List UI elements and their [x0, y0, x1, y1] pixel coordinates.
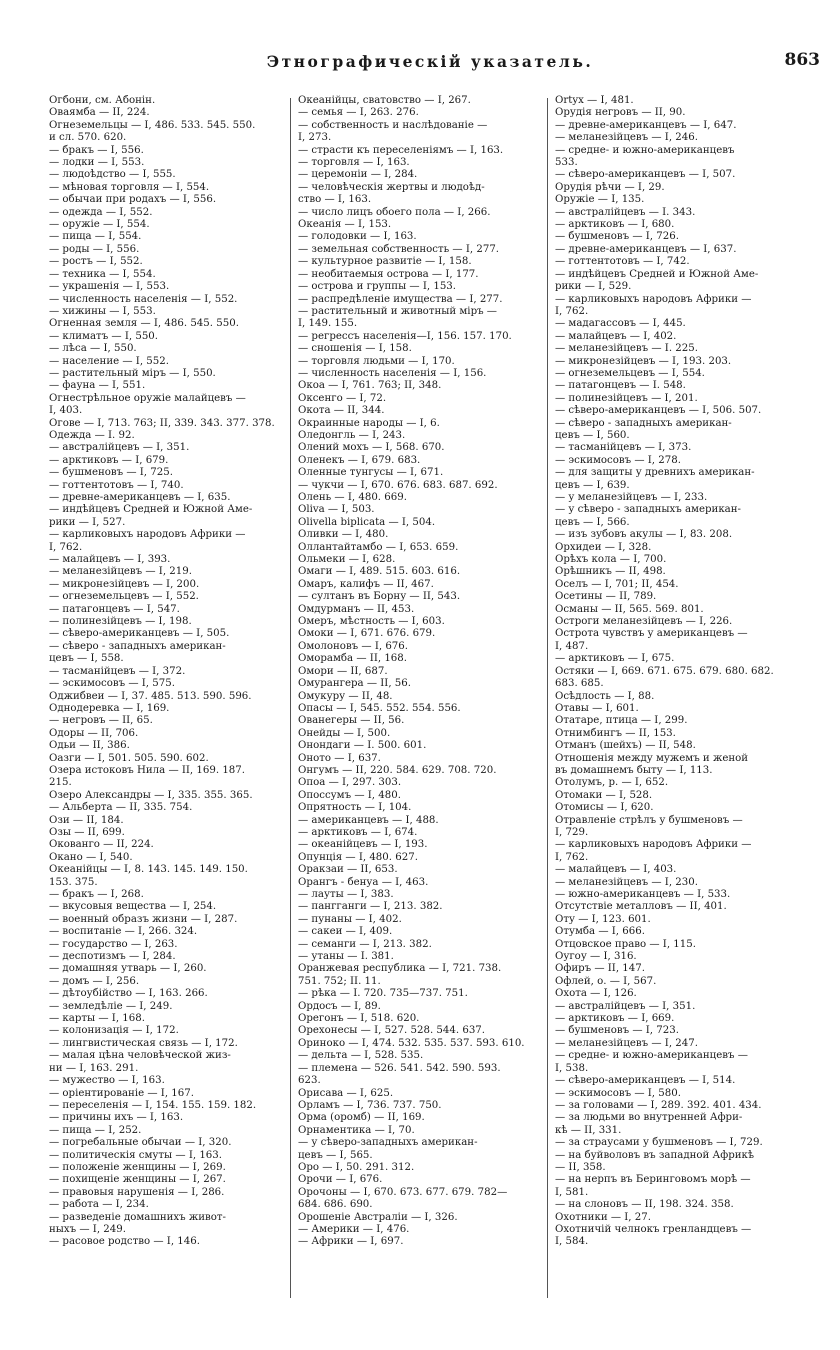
- index-entry: Орочоны — I, 670. 673. 677. 679. 782—: [298, 1186, 508, 1198]
- index-entry: — эскимосовъ — I, 580.: [555, 1087, 681, 1099]
- index-entry: — лѣса — I, 550.: [49, 343, 137, 355]
- index-entry: — племена — 526. 541. 542. 590. 593.: [298, 1062, 501, 1074]
- index-entry: Орехонесы — I, 527. 528. 544. 637.: [298, 1025, 486, 1037]
- index-entry: — изъ зубовъ акулы — I, 83. 208.: [555, 529, 733, 541]
- index-entry: — растительный и животный міръ —: [298, 305, 497, 317]
- index-entry: — церемоніи — I, 284.: [298, 169, 418, 181]
- index-entry: — домашняя утварь — I, 260.: [49, 963, 207, 975]
- index-entry: 684. 686. 690.: [298, 1199, 373, 1211]
- index-entry: — патагонцевъ — I. 548.: [555, 380, 686, 392]
- index-entry: Орангъ - бенуа — I, 463.: [298, 876, 429, 888]
- index-entry: — арктиковъ — I, 674.: [298, 826, 418, 838]
- index-entry: — бракъ — I, 556.: [49, 144, 144, 156]
- index-entry: ство — I, 163.: [298, 194, 372, 206]
- index-entry: Орудія негровъ — II, 90.: [555, 107, 686, 119]
- index-entry: Офлей, о. — I, 567.: [555, 975, 657, 987]
- index-entry: — лодки — I, 553.: [49, 157, 145, 169]
- index-entry: — арктиковъ — I, 679.: [49, 454, 169, 466]
- index-entry: — голодовки — I, 163.: [298, 231, 417, 243]
- index-entry: 683. 685.: [555, 678, 604, 690]
- index-entry: — на слоновъ — II, 198. 324. 358.: [555, 1199, 734, 1211]
- index-entry: Отолумъ, р. — I, 652.: [555, 777, 669, 789]
- index-entry: — мужество — I, 163.: [49, 1075, 165, 1087]
- index-entry: — за страусами у бушменовъ — I, 729.: [555, 1137, 763, 1149]
- index-entry: Опоа — I, 297. 303.: [298, 777, 402, 789]
- index-entry: — расовое родство — I, 146.: [49, 1236, 200, 1248]
- index-entry: Окано — I, 540.: [49, 851, 133, 863]
- index-entry: I, 762.: [555, 851, 589, 863]
- index-column-3: [555, 95, 800, 1330]
- index-entry: I, 538.: [555, 1062, 589, 1074]
- index-entry: — полинезійцевъ — I, 201.: [555, 392, 698, 404]
- index-entry: — средне- и южно-американцевъ: [555, 144, 735, 156]
- index-entry: Оружіе — I, 135.: [555, 194, 645, 206]
- index-entry: — для защиты у древнихъ американ-: [555, 467, 755, 479]
- index-entry: — меланезійцевъ — I, 246.: [555, 132, 698, 144]
- index-entry: Орламъ — I, 736. 737. 750.: [298, 1099, 442, 1111]
- index-entry: Орѣшникъ — II, 498.: [555, 566, 666, 578]
- index-entry: — у сѣверо-западныхъ американ-: [298, 1137, 478, 1149]
- index-entry: — утаны — I. 381.: [298, 951, 394, 963]
- index-entry: Омори — II, 687.: [298, 665, 388, 677]
- index-entry: Орудія рѣчи — I, 29.: [555, 181, 665, 193]
- index-entry: — необитаемыя острова — I, 177.: [298, 268, 479, 280]
- index-entry: Оваямба — II, 224.: [49, 107, 150, 119]
- index-entry: ныхъ — I, 249.: [49, 1223, 126, 1235]
- index-entry: Отцовское право — I, 115.: [555, 938, 696, 950]
- index-entry: Олений мохъ — I, 568. 670.: [298, 442, 445, 454]
- index-entry: — страсти къ переселеніямъ — I, 163.: [298, 144, 504, 156]
- index-entry: Огове — I, 713. 763; II, 339. 343. 377. 378.: [49, 417, 275, 429]
- index-entry: 623.: [298, 1075, 321, 1087]
- index-entry: Онондаги — I. 500. 601.: [298, 740, 427, 752]
- index-entry: — малайцевъ — I, 403.: [555, 864, 677, 876]
- index-entry: — огнеземельцевъ — I, 554.: [555, 367, 705, 379]
- index-entry: — эскимосовъ — I, 575.: [49, 678, 175, 690]
- index-entry: Офиръ — II, 147.: [555, 963, 645, 975]
- index-entry: — австралійцевъ — I, 351.: [555, 1000, 696, 1012]
- index-entry: — малайцевъ — I, 402.: [555, 330, 677, 342]
- index-entry: Олень — I, 480. 669.: [298, 492, 407, 503]
- index-entry: — карликовыхъ народовъ Африки —: [555, 839, 752, 851]
- index-entry: — индѣйцевъ Средней и Южной Аме-: [555, 268, 759, 280]
- index-entry: Оселъ — I, 701; II, 454.: [555, 578, 679, 590]
- page-title: Этнографическій указатель.: [266, 52, 594, 71]
- index-entry: — дѣтоубійство — I, 163. 266.: [49, 988, 208, 1000]
- index-entry: Океанійцы — I, 8. 143. 145. 149. 150.: [49, 864, 248, 876]
- index-entry: — Африки — I, 697.: [298, 1236, 404, 1248]
- index-entry: — положеніе женщины — I, 269.: [49, 1161, 226, 1173]
- index-entry: Охота — I, 126.: [555, 988, 637, 1000]
- index-entry: — численность населенія — I, 552.: [49, 293, 238, 305]
- index-entry: — карты — I, 168.: [49, 1013, 145, 1025]
- index-entry: Опунція — I, 480. 627.: [298, 851, 418, 863]
- index-entry: Остроги меланезійцевъ — I, 226.: [555, 616, 733, 628]
- index-entry: — за головами — I, 289. 392. 401. 434.: [555, 1099, 762, 1111]
- index-entry: — океанійцевъ — I, 193.: [298, 839, 428, 851]
- index-entry: — на буйволовъ въ западной Африкѣ: [555, 1149, 755, 1161]
- index-entry: 153. 375.: [49, 876, 98, 888]
- index-entry: — меланезійцевъ — I, 219.: [49, 566, 192, 578]
- index-entry: — мѣновая торговля — I, 554.: [49, 181, 210, 193]
- index-entry: Отравленіе стрѣлъ у бушменовъ —: [555, 814, 743, 826]
- index-entry: I, 403.: [49, 405, 83, 417]
- index-entry: Oliva — I, 503.: [298, 504, 375, 516]
- index-entry: Окоа — I, 761. 763; II, 348.: [298, 380, 442, 392]
- index-entry: — готтентотовъ — I, 742.: [555, 256, 690, 268]
- index-entry: Оракзаи — II, 653.: [298, 864, 398, 876]
- index-entry: Ориноко — I, 474. 532. 535. 537. 593. 610.: [298, 1037, 525, 1049]
- index-entry: 533.: [555, 157, 578, 169]
- index-entry: — чукчи — I, 670. 676. 683. 687. 692.: [298, 479, 498, 491]
- index-entry: — карликовыхъ народовъ Африки —: [555, 293, 752, 305]
- index-entry: — на нерпъ въ Беринговомъ морѣ —: [555, 1174, 751, 1186]
- index-entry: Орочи — I, 676.: [298, 1174, 383, 1186]
- index-entry: Онгумъ — II, 220. 584. 629. 708. 720.: [298, 764, 497, 776]
- index-entry: Озеро Александры — I, 335. 355. 365.: [49, 789, 253, 801]
- index-entry: Опасы — I, 545. 552. 554. 556.: [298, 702, 461, 714]
- index-entry: — американцевъ — I, 488.: [298, 814, 439, 826]
- index-entry: — негровъ — II, 65.: [49, 715, 153, 727]
- index-entry: — культурное развитіе — I, 158.: [298, 256, 472, 268]
- index-entry: — бушменовъ — I, 723.: [555, 1025, 679, 1037]
- index-entry: Озы — II, 699.: [49, 826, 125, 838]
- index-entry: рики — I, 529.: [555, 281, 632, 293]
- index-entry: — древне-американцевъ — I, 635.: [49, 492, 231, 503]
- index-entry: I, 762.: [555, 305, 589, 317]
- index-entry: — причины ихъ — I, 163.: [49, 1112, 184, 1124]
- index-entry: — микронезійцевъ — I, 200.: [49, 578, 200, 590]
- index-entry: Отатаре, птица — I, 299.: [555, 715, 688, 727]
- index-entry: Омоки — I, 671. 676. 679.: [298, 628, 436, 640]
- index-entry: — сношенія — I, 158.: [298, 343, 412, 355]
- index-entry: Огнестрѣльное оружіе малайцевъ —: [49, 392, 246, 404]
- index-entry: Отношенія между мужемъ и женой: [555, 752, 749, 764]
- index-entry: — арктиковъ — I, 669.: [555, 1013, 675, 1025]
- index-entry: — индѣйцевъ Средней и Южной Аме-: [49, 504, 253, 516]
- index-entry: — работа — I, 234.: [49, 1199, 149, 1211]
- index-entry: Оазги — I, 501. 505. 590. 602.: [49, 752, 209, 764]
- index-entry: — Альберта — II, 335. 754.: [49, 802, 193, 814]
- index-entry: — меланезійцевъ — I. 225.: [555, 343, 698, 355]
- index-entry: Однодеревка — I, 169.: [49, 702, 170, 714]
- index-entry: — вкусовыя вещества — I, 254.: [49, 901, 217, 913]
- index-entry: — распредѣленіе имущества — I, 277.: [298, 293, 503, 305]
- index-entry: — воспитаніе — I, 266. 324.: [49, 926, 198, 938]
- index-entry: цевъ — I, 565.: [298, 1149, 373, 1161]
- index-entry: — растительный міръ — I, 550.: [49, 367, 216, 379]
- index-entry: — собственность и наслѣдованіе —: [298, 119, 488, 131]
- index-entry: Оксенго — I, 72.: [298, 392, 387, 404]
- index-entry: — фауна — I, 551.: [49, 380, 146, 392]
- page-number: 863: [784, 50, 820, 70]
- index-entry: Оленные тунгусы — I, 671.: [298, 467, 444, 479]
- index-entry: — сѣверо-американцевъ — I, 514.: [555, 1075, 736, 1087]
- index-entry: Омеръ, мѣстность — I, 603.: [298, 616, 445, 628]
- index-entry: I, 487.: [555, 640, 589, 652]
- index-entry: — патагонцевъ — I, 547.: [49, 603, 180, 615]
- index-entry: Оугоу — I, 316.: [555, 951, 637, 963]
- index-entry: Орхидеи — I, 328.: [555, 541, 652, 553]
- index-entry: — меланезійцевъ — I, 230.: [555, 876, 698, 888]
- index-entry: Отсутствіе металловъ — II, 401.: [555, 901, 727, 913]
- index-entry: Океанійцы, сватовство — I, 267.: [298, 95, 471, 106]
- index-entry: — арктиковъ — I, 675.: [555, 653, 675, 665]
- index-entry: — ростъ — I, 552.: [49, 256, 143, 268]
- index-entry: — бушменовъ — I, 725.: [49, 467, 173, 479]
- index-entry: — оружіе — I, 554.: [49, 219, 150, 231]
- index-entry: — военный образъ жизни — I, 287.: [49, 913, 238, 925]
- index-entry: I, 273.: [298, 132, 332, 144]
- index-entry: — государство — I, 263.: [49, 938, 178, 950]
- index-entry: Омукуру — II, 48.: [298, 690, 393, 702]
- index-entry: — погребальные обычаи — I, 320.: [49, 1137, 232, 1149]
- index-entry: Огнеземельцы — I, 486. 533. 545. 550.: [49, 119, 256, 131]
- index-entry: — тасманійцевъ — I, 372.: [49, 665, 186, 677]
- index-entry: Омаги — I, 489. 515. 603. 616.: [298, 566, 461, 578]
- index-entry: Оленекъ — I, 679. 683.: [298, 454, 421, 466]
- index-entry: Одоры — II, 706.: [49, 727, 139, 739]
- index-entry: и сл. 570. 620.: [49, 132, 127, 144]
- index-entry: — домъ — I, 256.: [49, 975, 140, 987]
- index-entry: Острота чувствъ у американцевъ —: [555, 628, 748, 640]
- index-entry: Охотничій челнокъ гренландцевъ —: [555, 1223, 752, 1235]
- index-entry: — роды — I, 556.: [49, 243, 140, 255]
- index-entry: I, 584.: [555, 1236, 589, 1248]
- index-entry: — деспотизмъ — I, 284.: [49, 951, 176, 963]
- index-entry: — австралійцевъ — I. 343.: [555, 206, 696, 218]
- index-entry: — людоѣдство — I, 555.: [49, 169, 176, 181]
- index-entry: Океанія — I, 153.: [298, 219, 392, 231]
- index-entry: — сѣверо-американцевъ — I, 505.: [49, 628, 230, 640]
- index-entry: цевъ — I, 639.: [555, 479, 630, 491]
- index-entry: — южно-американцевъ — I, 533.: [555, 889, 731, 900]
- index-entry: Одьи — II, 386.: [49, 740, 130, 752]
- index-entry: — земельная собственность — I, 277.: [298, 243, 500, 255]
- index-entry: — семанги — I, 213. 382.: [298, 938, 432, 950]
- index-entry: Орошеніе Австраліи — I, 326.: [298, 1211, 458, 1223]
- index-entry: — у меланезійцевъ — I, 233.: [555, 492, 708, 503]
- index-entry: — дельта — I, 528. 535.: [298, 1050, 424, 1062]
- index-entry: — Америки — I, 476.: [298, 1223, 410, 1235]
- index-entry: Оледонгль — I, 243.: [298, 429, 406, 441]
- index-entry: — полинезійцевъ — I, 198.: [49, 616, 192, 628]
- index-entry: 751. 752; II. 11.: [298, 975, 381, 987]
- index-entry: Омурангера — II, 56.: [298, 678, 412, 690]
- index-entry: — малайцевъ — I, 393.: [49, 554, 171, 566]
- index-entry: Отомисы — I, 620.: [555, 802, 654, 814]
- index-entry: рики — I, 527.: [49, 516, 126, 528]
- index-entry: Омолоновъ — I, 676.: [298, 640, 409, 652]
- index-entry: Окованго — II, 224.: [49, 839, 154, 851]
- index-entry: Оното — I, 637.: [298, 752, 381, 764]
- index-entry: Орѣхъ кола — I, 700.: [555, 554, 667, 566]
- index-entry: Орма (оромб) — II, 169.: [298, 1112, 425, 1124]
- index-entry: — тасманійцевъ — I, 373.: [555, 442, 692, 454]
- index-entry: — похищеніе женщины — I, 267.: [49, 1174, 226, 1186]
- index-entry: I, 729.: [555, 826, 589, 838]
- index-entry: Осѣдлость — I, 88.: [555, 690, 655, 702]
- index-entry: — острова и группы — I, 153.: [298, 281, 457, 293]
- index-entry: — древне-американцевъ — I, 647.: [555, 119, 737, 131]
- index-entry: — пища — I, 554.: [49, 231, 142, 243]
- index-entry: Отумба — I, 666.: [555, 926, 645, 938]
- index-entry: — число лицъ обоего пола — I, 266.: [298, 206, 491, 218]
- index-entry: — лингвистическая связь — I, 172.: [49, 1037, 238, 1049]
- index-entry: Ордосъ — I, 89.: [298, 1000, 381, 1012]
- index-entry: Оту — I, 123. 601.: [555, 913, 651, 925]
- column-divider: [290, 98, 291, 1298]
- index-entry: Отомаки — I, 528.: [555, 789, 653, 801]
- index-entry: — эскимосовъ — I, 278.: [555, 454, 681, 466]
- index-entry: Отманъ (шейхъ) — II, 548.: [555, 740, 696, 752]
- index-entry: Омаръ, калифъ — II, 467.: [298, 578, 434, 590]
- index-entry: цевъ — I, 566.: [555, 516, 630, 528]
- index-entry: — меланезійцевъ — I, 247.: [555, 1037, 698, 1049]
- index-entry: — мадагассовъ — I, 445.: [555, 318, 686, 330]
- index-entry: — пангганги — I, 213. 382.: [298, 901, 443, 913]
- index-entry: Огненная земля — I, 486. 545. 550.: [49, 318, 239, 330]
- index-entry: — разведеніе домашнихъ живот-: [49, 1211, 226, 1223]
- index-entry: въ домашнемъ быту — I, 113.: [555, 764, 713, 776]
- index-entry: — карликовыхъ народовъ Африки —: [49, 529, 246, 541]
- index-entry: — бушменовъ — I, 726.: [555, 231, 679, 243]
- index-entry: — древне-американцевъ — I, 637.: [555, 243, 737, 255]
- index-entry: Онейды — I, 500.: [298, 727, 391, 739]
- index-entry: — одежда — I, 552.: [49, 206, 153, 218]
- index-entry: — сакеи — I, 409.: [298, 926, 393, 938]
- index-entry: — готтентотовъ — I, 740.: [49, 479, 184, 491]
- index-entry: — сѣверо-американцевъ — I, 507.: [555, 169, 736, 181]
- index-entry: — пунаны — I, 402.: [298, 913, 402, 925]
- index-entry: — бракъ — I, 268.: [49, 889, 144, 900]
- index-entry: I, 762.: [49, 541, 83, 553]
- index-entry: Орегонъ — I, 518. 620.: [298, 1013, 420, 1025]
- index-entry: — арктиковъ — I, 680.: [555, 219, 675, 231]
- index-entry: Оливки — I, 480.: [298, 529, 389, 541]
- page-header: [40, 50, 820, 80]
- index-entry: Ованегеры — II, 56.: [298, 715, 405, 727]
- index-entry: — украшенія — I, 553.: [49, 281, 170, 293]
- index-entry: 215.: [49, 777, 72, 789]
- index-entry: — торговля людьми — I, 170.: [298, 355, 455, 367]
- index-entry: Оллантайтамбо — I, 653. 659.: [298, 541, 459, 553]
- index-entry: — политическія смуты — I, 163.: [49, 1149, 223, 1161]
- column-divider: [547, 98, 548, 1298]
- index-entry: цевъ — I, 558.: [49, 653, 124, 665]
- index-entry: Орнаментика — I, 70.: [298, 1124, 415, 1136]
- index-entry: — средне- и южно-американцевъ —: [555, 1050, 748, 1062]
- index-entry: — численность населенія — I, 156.: [298, 367, 487, 379]
- index-entry: Отавы — I, 601.: [555, 702, 639, 714]
- index-entry: ни — I, 163. 291.: [49, 1062, 139, 1074]
- index-entry: кѣ — II, 331.: [555, 1124, 622, 1136]
- index-entry: Оро — I, 50. 291. 312.: [298, 1161, 415, 1173]
- index-entry: — малая цѣна человѣческой жиз-: [49, 1050, 231, 1062]
- index-entry: — семья — I, 263. 276.: [298, 107, 419, 119]
- index-entry: Ози — II, 184.: [49, 814, 124, 826]
- index-entry: Опрятность — I, 104.: [298, 802, 412, 814]
- index-entry: — колонизація — I, 172.: [49, 1025, 179, 1037]
- index-entry: — сѣверо - западныхъ американ-: [555, 417, 732, 429]
- index-entry: — пища — I, 252.: [49, 1124, 142, 1136]
- index-entry: Оранжевая республика — I, 721. 738.: [298, 963, 502, 975]
- index-entry: — султанъ въ Борну — II, 543.: [298, 591, 461, 603]
- index-entry: — переселенія — I, 154. 155. 159. 182.: [49, 1099, 257, 1111]
- index-entry: — рѣка — I. 720. 735—737. 751.: [298, 988, 468, 1000]
- index-entry: Осетины — II, 789.: [555, 591, 657, 603]
- index-entry: — земледѣліе — I, 249.: [49, 1000, 173, 1012]
- index-entry: — австралійцевъ — I, 351.: [49, 442, 190, 454]
- index-entry: — оріентированіе — I, 167.: [49, 1087, 194, 1099]
- index-entry: — обычаи при родахъ — I, 556.: [49, 194, 217, 206]
- index-entry: Опоссумъ — I, 480.: [298, 789, 401, 801]
- index-entry: Озера истоковъ Нила — II, 169. 187.: [49, 764, 246, 776]
- index-entry: — II, 358.: [555, 1161, 606, 1173]
- index-entry: — торговля — I, 163.: [298, 157, 410, 169]
- index-entry: Охотники — I, 27.: [555, 1211, 651, 1223]
- index-entry: — за людьми во внутренней Афри-: [555, 1112, 743, 1124]
- index-entry: Османы — II, 565. 569. 801.: [555, 603, 704, 615]
- index-entry: Отнимбингъ — II, 153.: [555, 727, 676, 739]
- index-entry: Омдурманъ — II, 453.: [298, 603, 415, 615]
- index-entry: — сѣверо-американцевъ — I, 506. 507.: [555, 405, 762, 417]
- index-entry: — правовыя нарушенія — I, 286.: [49, 1186, 225, 1198]
- index-entry: — техника — I, 554.: [49, 268, 156, 280]
- index-entry: цевъ — I, 560.: [555, 429, 630, 441]
- index-entry: — климатъ — I, 550.: [49, 330, 159, 342]
- index-column-2: [298, 95, 540, 1330]
- index-entry: — человѣческія жертвы и людоѣд-: [298, 181, 485, 193]
- index-entry: — хижины — I, 553.: [49, 305, 156, 317]
- index-entry: — у сѣверо - западныхъ американ-: [555, 504, 741, 516]
- index-entry: Ortyx — I, 481.: [555, 95, 634, 106]
- index-entry: Орисава — I, 625.: [298, 1087, 394, 1099]
- index-entry: Окота — II, 344.: [298, 405, 385, 417]
- index-entry: — сѣверо - западныхъ американ-: [49, 640, 226, 652]
- index-entry: Оморамба — II, 168.: [298, 653, 408, 665]
- index-entry: Огбони, см. Абонін.: [49, 95, 156, 106]
- index-entry: — огнеземельцевъ — I, 552.: [49, 591, 199, 603]
- index-entry: Olivella biplicata — I, 504.: [298, 516, 436, 528]
- index-entry: — микронезійцевъ — I, 193. 203.: [555, 355, 732, 367]
- index-entry: — население — I, 552.: [49, 355, 169, 367]
- index-entry: Окраинные народы — I, 6.: [298, 417, 440, 429]
- index-entry: I, 581.: [555, 1186, 589, 1198]
- index-entry: Ольмеки — I, 628.: [298, 554, 396, 566]
- index-entry: Одежда — I. 92.: [49, 429, 135, 441]
- index-entry: — регрессъ населенія—I, 156. 157. 170.: [298, 330, 512, 342]
- index-column-1: [49, 95, 282, 1330]
- index-entry: I, 149. 155.: [298, 318, 358, 330]
- index-entry: Остяки — I, 669. 671. 675. 679. 680. 682.: [555, 665, 774, 677]
- index-entry: Оджибвеи — I, 37. 485. 513. 590. 596.: [49, 690, 252, 702]
- index-entry: — лауты — I, 383.: [298, 889, 394, 900]
